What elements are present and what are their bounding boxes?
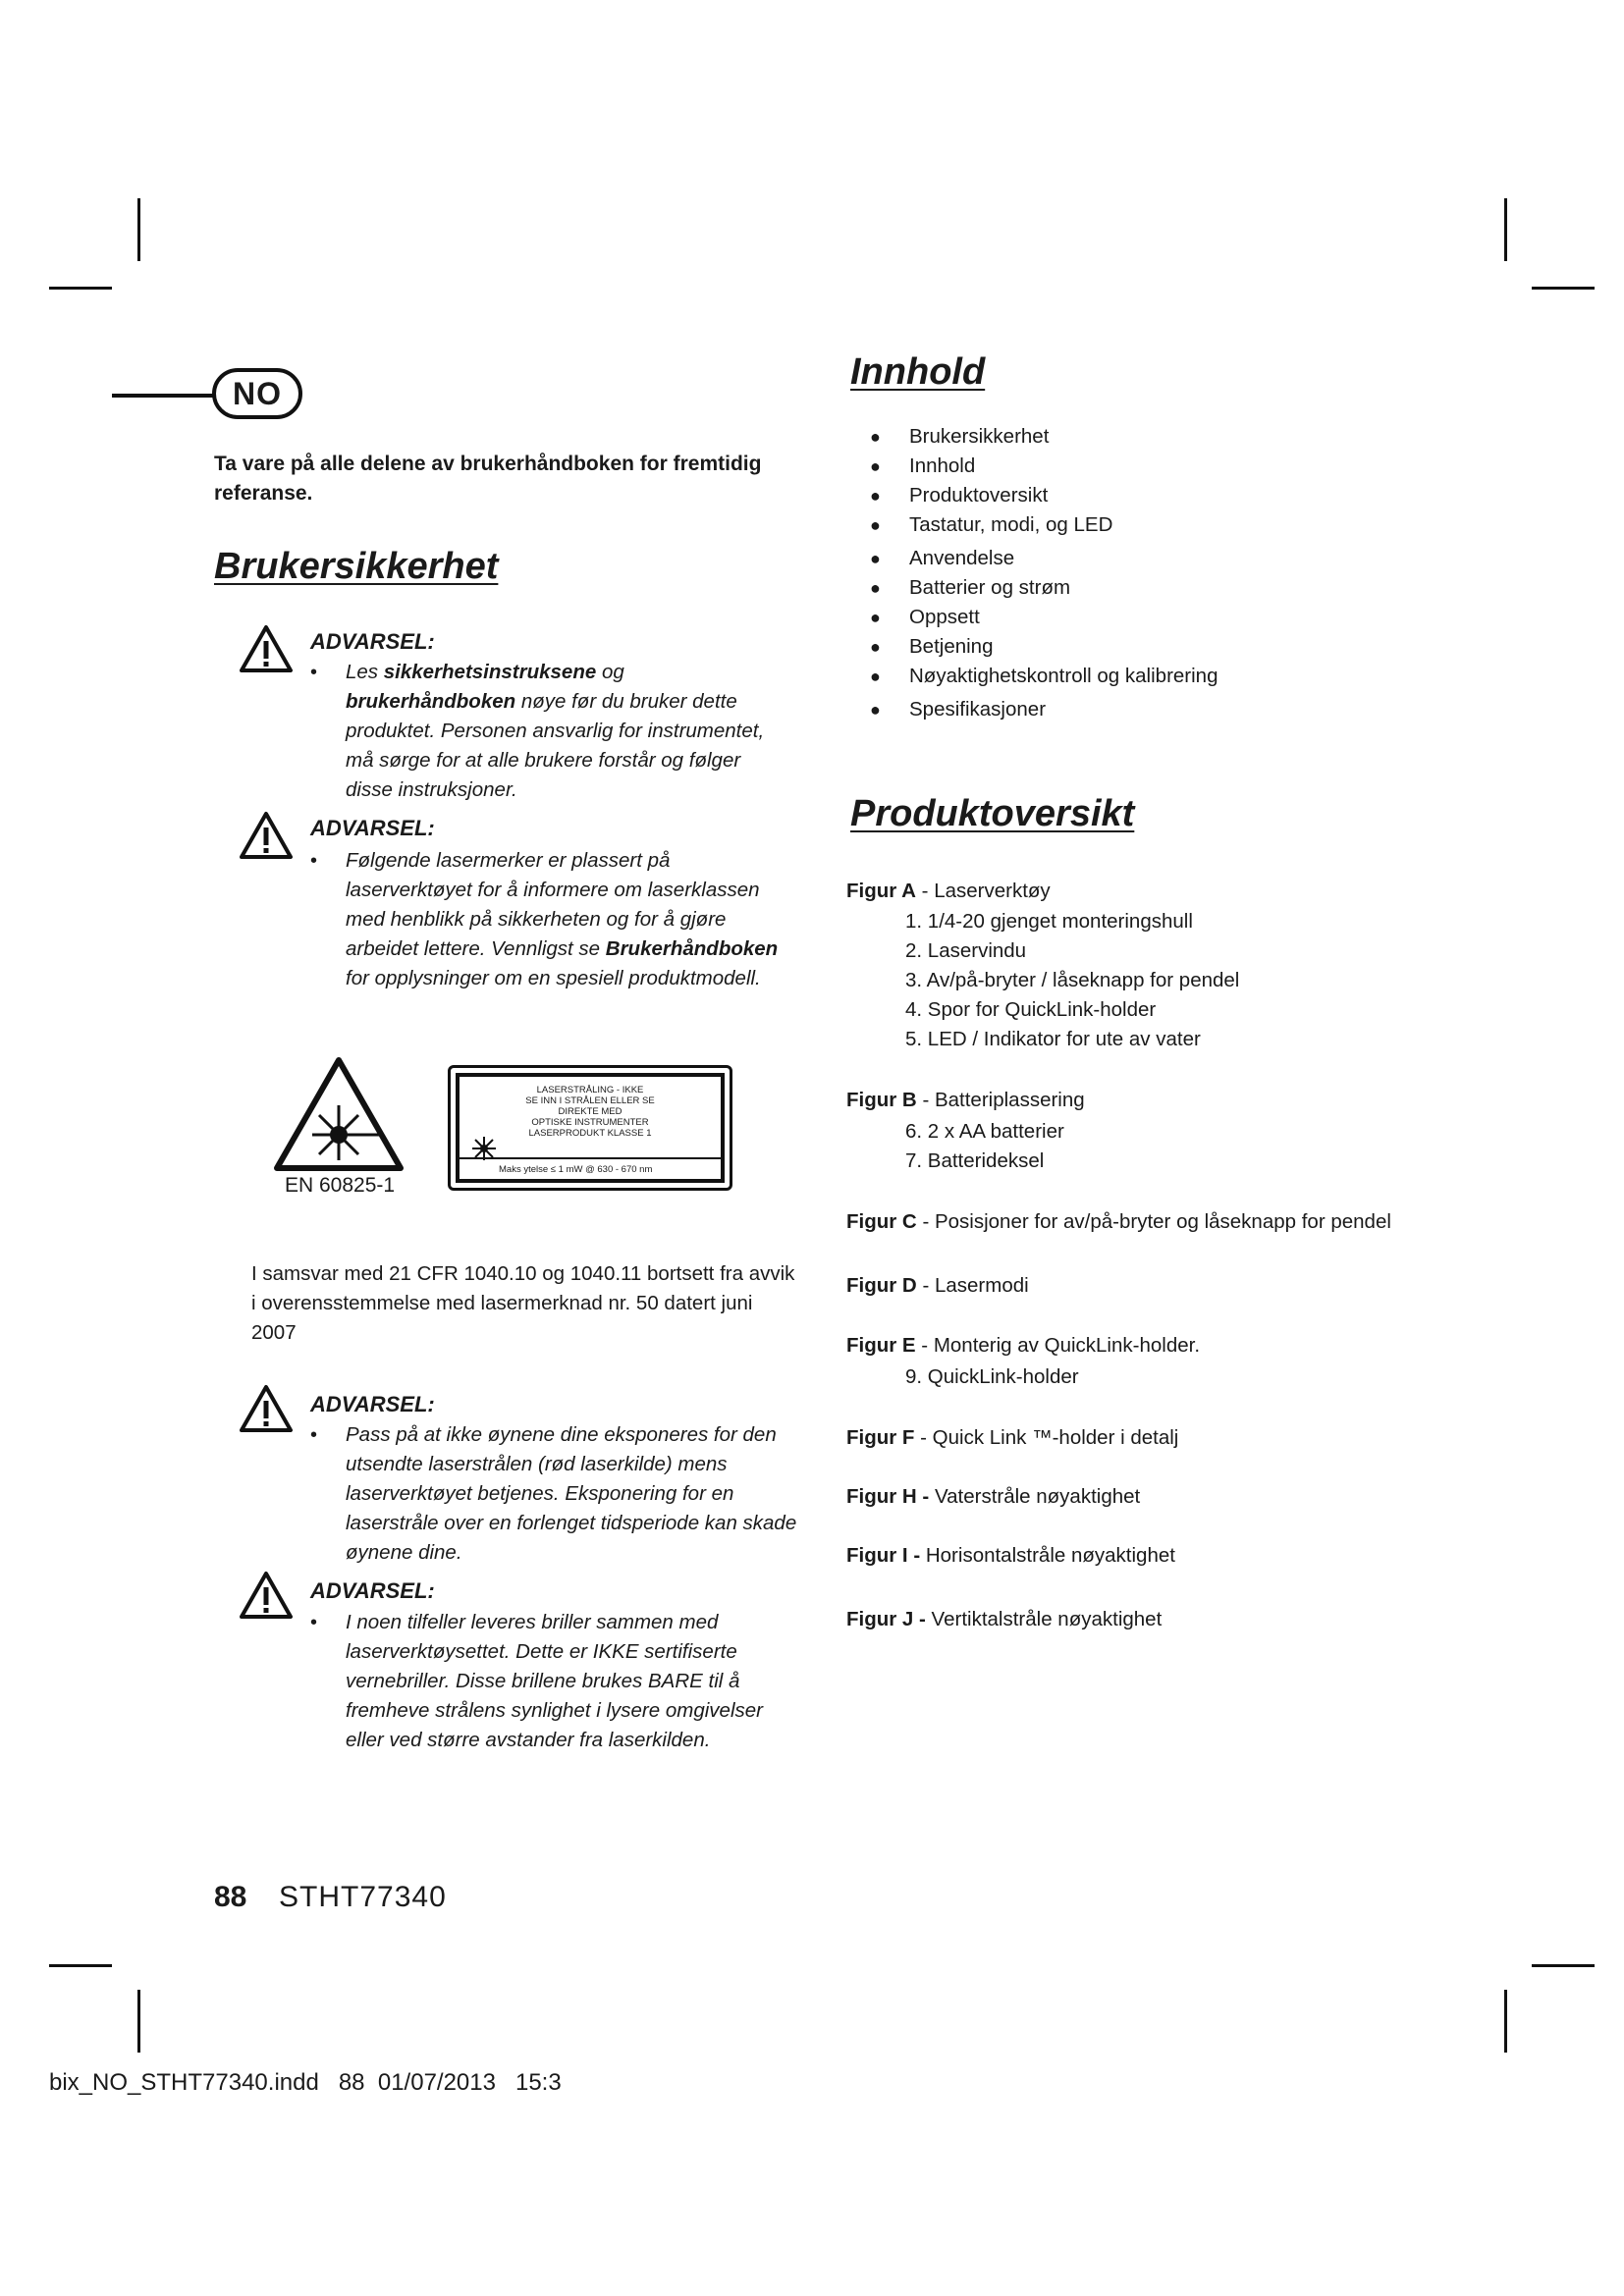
figure-i: Figur I - Horisontalstråle nøyaktighet xyxy=(846,1544,1175,1567)
page-number: 88 xyxy=(214,1881,247,1913)
toc-list xyxy=(854,422,1218,724)
laser-label-inner xyxy=(456,1073,725,1183)
warning-title: ADVARSEL: xyxy=(310,1392,435,1416)
warning-text: • I noen tilfeller leveres briller sammen med laserverktøysettet. Dette er IKKE sertifiserte vernebriller. Disse brillene brukes BARE til å fremheve strålens synlighet i lysere omgivelser eller ved større avstander fra laserkilden. xyxy=(346,1608,802,1755)
toc-item: ● Nøyaktighetskontroll og kalibrering xyxy=(870,665,1218,687)
figure-a-item: 2. Laservindu xyxy=(905,939,1027,962)
bullet: • xyxy=(310,1424,318,1446)
laser-label-divider xyxy=(460,1157,721,1159)
figure-a: Figur A - Laserverktøy xyxy=(846,880,1051,902)
warning-title: ADVARSEL: xyxy=(310,816,435,840)
laser-label-line: OPTISKE INSTRUMENTER xyxy=(531,1117,649,1128)
warning-icon xyxy=(239,1384,294,1433)
laser-hazard-icon xyxy=(273,1056,405,1172)
heading-brukersikkerhet: Brukersikkerhet xyxy=(214,546,499,587)
toc-item: ● Batterier og strøm xyxy=(870,576,1071,599)
laser-label-line: SE INN I STRÅLEN ELLER SE xyxy=(525,1095,655,1106)
warning-text: • Pass på at ikke øynene dine eksponeres for den utsendte laserstrålen (rød laserkilde) mens laserverktøyet betjenes. Eksponering for en laserstråle over en forlenget tidsperiode kan skade øynene dine. xyxy=(346,1420,802,1568)
warning-text: • Følgende lasermerker er plassert på laserverktøyet for å informere om laserklassen med henblikk på sikkerheten og for å gjøre arbeidet lettere. Vennligst se Brukerhåndboken for opplysninger om en spesiell produktmodell. xyxy=(346,846,792,993)
standard-label: EN 60825-1 xyxy=(285,1174,396,1197)
figure-f: Figur F - Quick Link ™-holder i detalj xyxy=(846,1426,1179,1449)
crop-mark xyxy=(49,1964,112,1967)
crop-mark xyxy=(137,1990,140,2053)
crop-mark xyxy=(1504,1990,1507,2053)
crop-mark xyxy=(137,198,140,261)
toc-item: ● Innhold xyxy=(870,454,976,477)
laser-label-line: DIREKTE MED xyxy=(558,1106,623,1117)
heading-innhold: Innhold xyxy=(850,351,986,393)
warning-text: • Les sikkerhetsinstruksene og brukerhåndboken nøye før du bruker dette produktet. Personen ansvarlig for instrumentet, må sørge for at alle brukere forstår og følger disse instruksjoner. xyxy=(346,658,792,805)
crop-mark xyxy=(1532,287,1595,290)
figure-c: Figur C - Posisjoner for av/på-bryter og låseknapp for pendel xyxy=(846,1210,1391,1233)
crop-mark xyxy=(1532,1964,1595,1967)
bullet: • xyxy=(310,662,318,683)
toc-item: ● Anvendelse xyxy=(870,547,1015,569)
laser-warning-label xyxy=(448,1065,732,1191)
warning-icon xyxy=(239,811,294,860)
language-badge: NO xyxy=(212,368,302,419)
figure-b-item: 7. Batterideksel xyxy=(905,1149,1045,1172)
figure-d: Figur D - Lasermodi xyxy=(846,1274,1029,1297)
figure-e-item: 9. QuickLink-holder xyxy=(905,1365,1079,1388)
heading-produktoversikt: Produktoversikt xyxy=(850,793,1135,834)
compliance-text: I samsvar med 21 CFR 1040.10 og 1040.11 bortsett fra avvik i overensstemmelse med lasermerknad nr. 50 datert juni 2007 xyxy=(251,1262,795,1344)
laser-label-line: LASERSTRÅLING - IKKE xyxy=(536,1085,644,1095)
bullet: • xyxy=(310,1612,318,1633)
laser-starburst-icon xyxy=(471,1136,497,1161)
bullet: • xyxy=(310,850,318,872)
model-number: STHT77340 xyxy=(279,1881,447,1913)
laser-output-spec: Maks ytelse ≤ 1 mW @ 630 - 670 nm xyxy=(499,1164,653,1175)
toc-item: ● Betjening xyxy=(870,635,994,658)
toc-item: ● Oppsett xyxy=(870,606,980,628)
toc-item: ● Brukersikkerhet xyxy=(870,425,1050,448)
intro-text: Ta vare på alle delene av brukerhåndboken for fremtidig referanse. xyxy=(214,453,762,505)
toc-item: ● Spesifikasjoner xyxy=(870,698,1047,721)
crop-mark xyxy=(49,287,112,290)
toc-item: ● Tastatur, modi, og LED xyxy=(870,513,1113,536)
figure-j: Figur J - Vertiktalstråle nøyaktighet xyxy=(846,1608,1163,1630)
print-slug: bix_NO_STHT77340.indd 88 01/07/2013 15:3 xyxy=(49,2069,562,2096)
figure-a-item: 4. Spor for QuickLink-holder xyxy=(905,998,1157,1021)
figure-e: Figur E - Monterig av QuickLink-holder. xyxy=(846,1334,1201,1357)
warning-icon xyxy=(239,624,294,673)
figure-a-item: 1. 1/4-20 gjenget monteringshull xyxy=(905,910,1193,933)
badge-rule xyxy=(112,394,214,398)
figure-h: Figur H - Vaterstråle nøyaktighet xyxy=(846,1485,1141,1508)
crop-mark xyxy=(1504,198,1507,261)
warning-title: ADVARSEL: xyxy=(310,1578,435,1603)
toc-item: ● Produktoversikt xyxy=(870,484,1049,507)
figure-a-item: 3. Av/på-bryter / låseknapp for pendel xyxy=(905,969,1240,991)
warning-title: ADVARSEL: xyxy=(310,629,435,654)
warning-icon xyxy=(239,1571,294,1620)
figure-a-item: 5. LED / Indikator for ute av vater xyxy=(905,1028,1201,1050)
figure-b-item: 6. 2 x AA batterier xyxy=(905,1120,1064,1143)
laser-label-line: LASERPRODUKT KLASSE 1 xyxy=(528,1128,652,1139)
figure-b: Figur B - Batteriplassering xyxy=(846,1089,1085,1111)
